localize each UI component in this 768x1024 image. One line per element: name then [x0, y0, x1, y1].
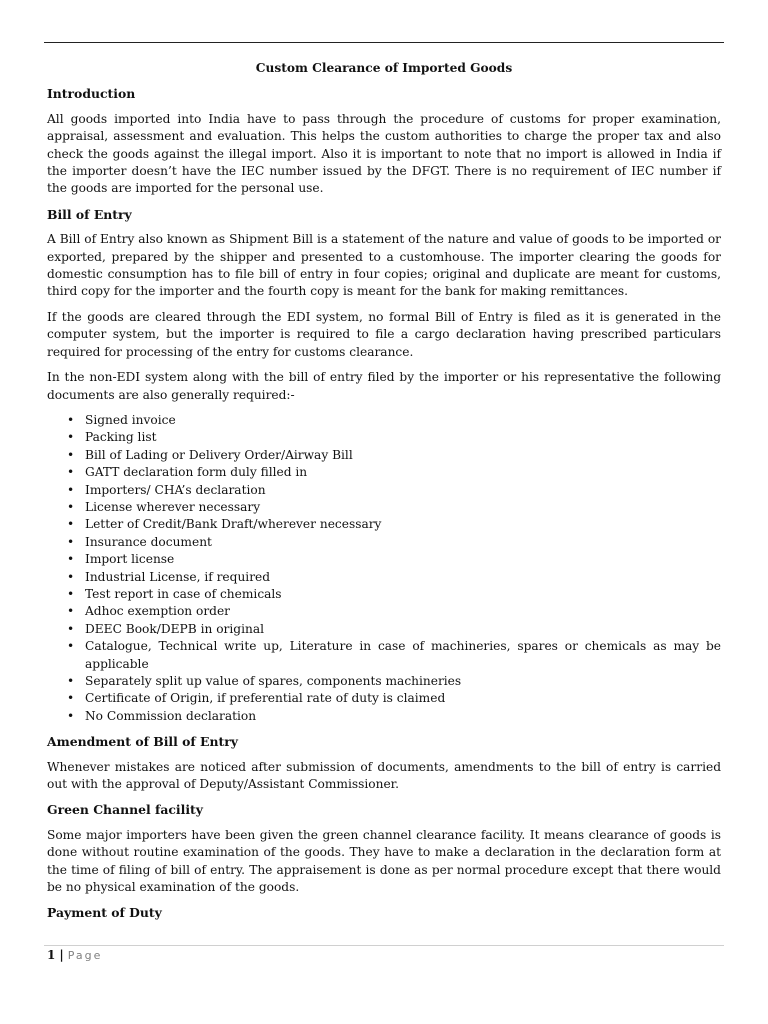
heading-amendment: Amendment of Bill of Entry — [47, 734, 238, 750]
list-item-text: Catalogue, Technical write up, Literature in case of machineries, spares or chemicals as may be applicable — [85, 639, 721, 671]
list-item — [47, 708, 721, 725]
bullet-icon: • — [67, 482, 75, 497]
list-item-text: Certificate of Origin, if preferential rate of duty is claimed — [85, 691, 446, 706]
bullet-icon: • — [67, 430, 75, 445]
list-item-text: Importers/ CHA’s declaration — [85, 482, 266, 497]
footer-separator: | — [59, 948, 64, 962]
bullet-icon: • — [67, 639, 75, 654]
list-item-text: GATT declaration form duly filled in — [85, 465, 308, 480]
paragraph-amendment: Whenever mistakes are noticed after submission of documents, amendments to the bill of entry is carried out with the approval of Deputy/Assistant Commissioner. — [47, 759, 721, 792]
bullet-icon: • — [67, 569, 75, 584]
list-item-text: Signed invoice — [85, 412, 176, 427]
list-item — [47, 551, 721, 568]
list-item — [47, 569, 721, 586]
paragraph-green-channel: Some major importers have been given the green channel clearance facility. It means clearance of goods is done without routine examination of the goods. They have to make a declaration in the declaration form at the time of filing of bill of entry. The appraisement is done as per normal procedure except that there would be no physical examination of the goods. — [47, 827, 721, 895]
list-item — [47, 673, 721, 690]
page-label: Page — [67, 949, 103, 962]
list-item — [47, 603, 721, 620]
list-item — [47, 464, 721, 481]
list-item-text: Adhoc exemption order — [85, 604, 231, 619]
list-item-text: Import license — [85, 552, 175, 567]
heading-green-channel: Green Channel facility — [47, 802, 203, 818]
page-title: Custom Clearance of Imported Goods — [255, 61, 513, 75]
bullet-icon: • — [67, 412, 75, 427]
list-item-text: Test report in case of chemicals — [85, 586, 282, 601]
heading-bill-of-entry: Bill of Entry — [47, 206, 132, 222]
list-item-text: Packing list — [85, 430, 157, 445]
bullet-icon: • — [67, 552, 75, 567]
list-item-text: Letter of Credit/Bank Draft/wherever necessary — [85, 517, 382, 532]
bullet-icon: • — [67, 586, 75, 601]
bullet-icon: • — [67, 604, 75, 619]
list-item — [47, 447, 721, 464]
heading-payment-of-duty: Payment of Duty — [47, 905, 162, 921]
list-item — [47, 412, 721, 429]
bullet-icon: • — [67, 691, 75, 706]
list-item — [47, 516, 721, 533]
bullet-icon: • — [67, 499, 75, 514]
list-item — [47, 429, 721, 446]
bullet-icon: • — [67, 465, 75, 480]
header-rule — [44, 42, 724, 43]
paragraph-bill-of-entry-1: A Bill of Entry also known as Shipment Bill is a statement of the nature and value of goods to be imported or exported, prepared by the shipper and presented to a customhouse. The importer clearing the goods for domestic consumption has to file bill of entry in four copies; original and duplicate are meant for customs, third copy for the importer and the fourth copy is meant for the bank for making remittances. — [47, 232, 721, 299]
bullet-icon: • — [67, 708, 75, 723]
list-item — [47, 534, 721, 551]
paragraph-introduction: All goods imported into India have to pass through the procedure of customs for proper examination, appraisal, assessment and evaluation. This helps the custom authorities to charge the proper tax and also check the goods against the illegal import. Also it is important to note that no import is allowed in India if the importer doesn’t have the IEC number issued by the DFGT. There is no requirement of IEC number if the goods are imported for the personal use. — [47, 111, 721, 196]
page-footer — [47, 948, 102, 962]
list-item-text: Industrial License, if required — [85, 569, 271, 584]
document-body — [47, 60, 721, 930]
paragraph-bill-of-entry-3: In the non-EDI system along with the bill of entry filed by the importer or his representative the following documents are also generally required:- — [47, 370, 721, 402]
list-item-text: Insurance document — [85, 534, 212, 549]
list-item — [47, 482, 721, 499]
list-item — [47, 499, 721, 516]
list-item — [47, 638, 721, 673]
list-item — [47, 690, 721, 707]
paragraph-bill-of-entry-2: If the goods are cleared through the EDI system, no formal Bill of Entry is filed as it is generated in the computer system, but the importer is required to file a cargo declaration having prescribed particulars required for processing of the entry for customs clearance. — [47, 309, 721, 359]
bullet-icon: • — [67, 447, 75, 462]
list-item-text: DEEC Book/DEPB in original — [85, 621, 264, 636]
bullet-icon: • — [67, 534, 75, 549]
heading-introduction: Introduction — [47, 86, 136, 102]
list-item — [47, 586, 721, 603]
bullet-icon: • — [67, 517, 75, 532]
list-item-text: Separately split up value of spares, components machineries — [85, 674, 462, 688]
list-item — [47, 621, 721, 638]
bullet-icon: • — [67, 621, 75, 636]
bullet-icon: • — [67, 674, 75, 688]
page-number: 1 — [47, 948, 56, 962]
list-item-text: No Commission declaration — [85, 708, 257, 723]
list-item-text: License wherever necessary — [85, 499, 261, 514]
required-documents-list — [47, 412, 721, 725]
footer-rule — [44, 945, 724, 946]
list-item-text: Bill of Lading or Delivery Order/Airway Bill — [85, 447, 353, 462]
